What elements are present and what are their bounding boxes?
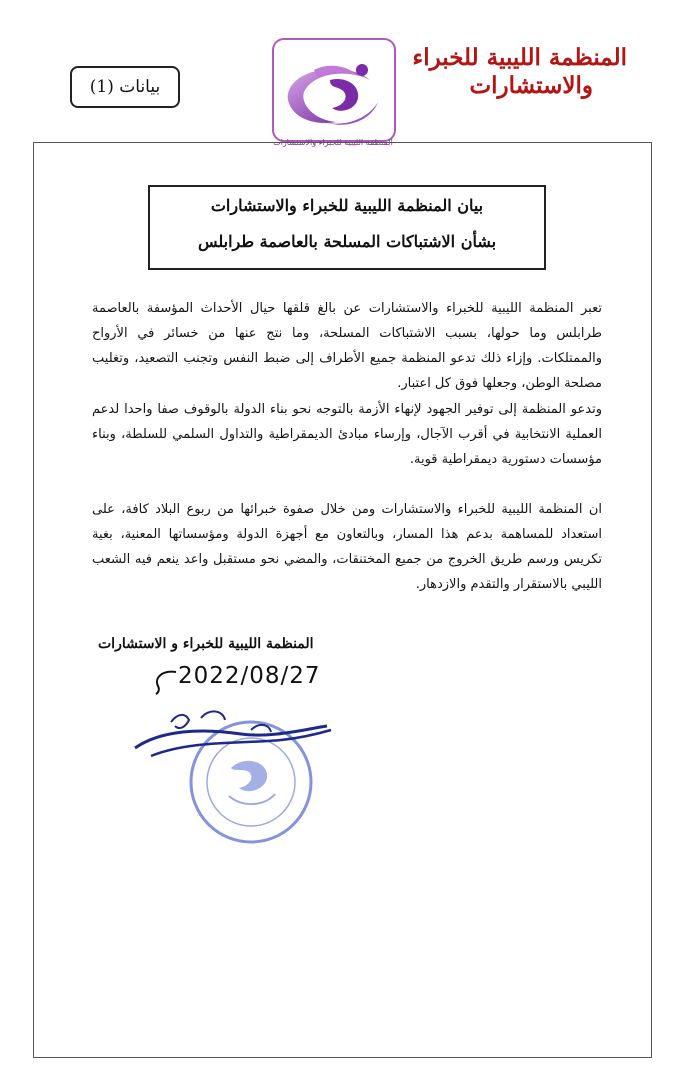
seal-and-signature <box>131 700 347 850</box>
statement-title-box <box>148 185 546 270</box>
statement-title: بيان المنظمة الليبية للخبراء والاستشارات <box>210 196 484 215</box>
org-name-line1: المنظمة الليبية للخبراء <box>412 44 627 71</box>
signature-date: 2022/08/27 <box>178 663 321 689</box>
signature-org-name: المنظمة الليبية للخبراء و الاستشارات <box>98 636 314 652</box>
org-logo <box>272 38 396 142</box>
page-frame <box>33 142 652 1058</box>
body-paragraph-2: وتدعو المنظمة إلى توفير الجهود لإنهاء الأزمة بالتوجه نحو بناء الدولة بالوقوف صفا واحدا لدعم العملية الانتخابية في أقرب الآجال، وإرساء مبادئ الديمقراطية والتداول السلمي للسلطة، وبناء مؤسسات دستورية ديمقراطية قوية. <box>92 402 602 467</box>
document-label: بيانات (1) <box>70 66 180 108</box>
date-stroke-icon <box>150 668 180 696</box>
org-name-line2: والاستشارات <box>469 72 593 99</box>
org-name-header <box>407 44 627 100</box>
official-seal-icon <box>131 700 347 850</box>
logo-caption: المنظمة الليبية للخبراء والاستشارات <box>273 138 393 147</box>
logo-mark-icon <box>274 40 394 140</box>
body-paragraph-1: تعبر المنظمة الليبية للخبراء والاستشارات عن بالغ قلقها حيال الأحداث المؤسفة بالعاصمة طرابلس وما حولها، بسبب الاشتباكات المسلحة، وما نتج عنها من خسائر في الأرواح والممتلكات. وإزاء ذلك تدعو المنظمة جميع الأطراف إلى ضبط النفس وتجنب التصعيد، وتغليب مصلحة الوطن، وجعلها فوق كل اعتبار. <box>92 301 602 391</box>
statement-subtitle: بشأن الاشتباكات المسلحة بالعاصمة طرابلس <box>197 232 497 251</box>
body-paragraph-3: ان المنظمة الليبية للخبراء والاستشارات ومن خلال صفوة خبرائها من ربوع البلاد كافة، على استعداد للمساهمة بدعم هذا المسار، وبالتعاون مع أجهزة الدولة ومؤسساتها المعنية، بغية تكريس ورسم طريق الخروج من جميع المختنقات، والمضي نحو مستقبل واعد ينعم فيه الشعب الليبي بالاستقرار والتقدم والازدهار. <box>92 502 602 592</box>
